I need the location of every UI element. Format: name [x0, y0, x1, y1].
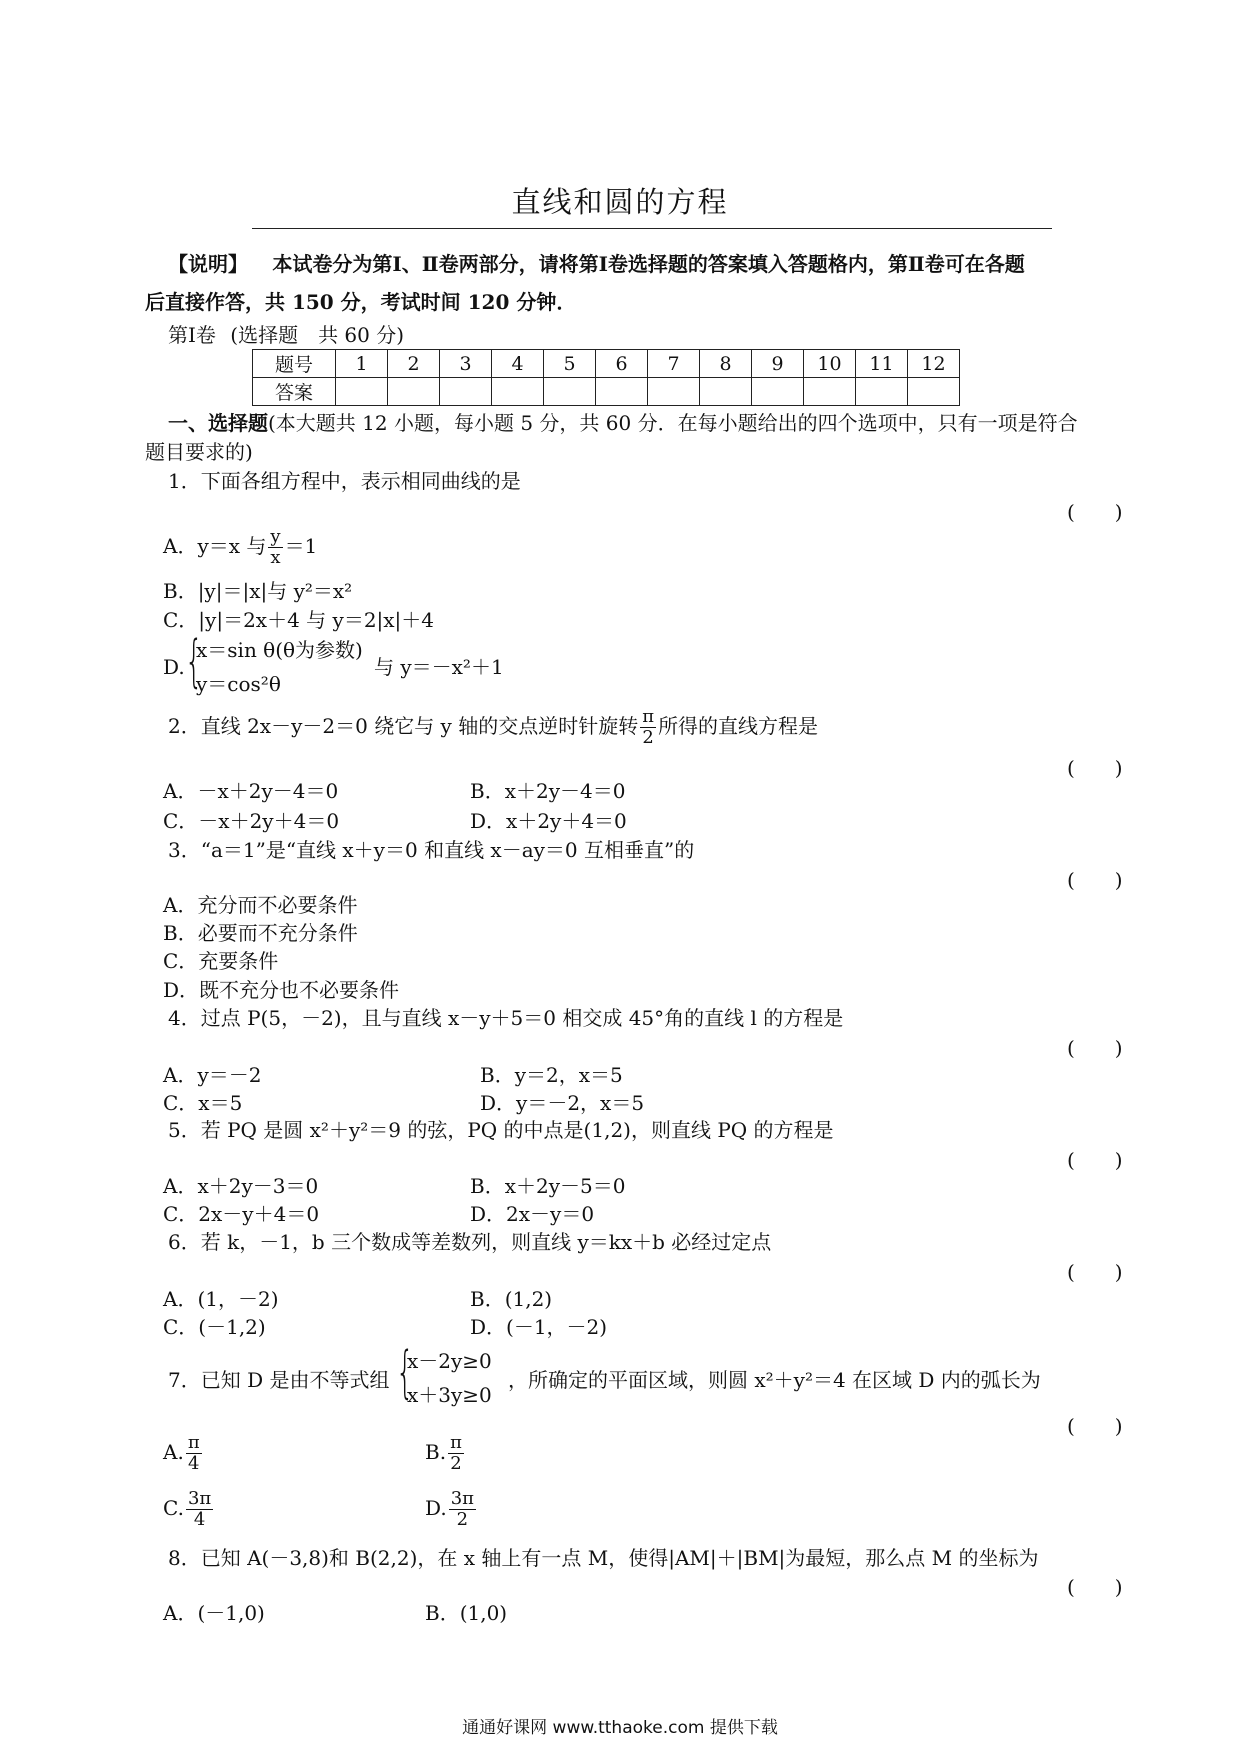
q1-a-post: ＝1 — [284, 534, 318, 558]
question-3-option-a: A．充分而不必要条件 — [163, 893, 358, 917]
question-number-cell: 11 — [856, 350, 908, 378]
answer-table-header-answer: 答案 — [253, 378, 336, 406]
title-divider — [252, 228, 1052, 229]
page-title: 直线和圆的方程 — [511, 185, 729, 219]
answer-table — [252, 349, 960, 406]
answer-cell[interactable] — [336, 378, 388, 406]
question-4-option-c: C．x＝5 — [163, 1091, 243, 1115]
q2-stem-post: 所得的直线方程是 — [658, 714, 819, 738]
question-1-option-d-label: D. — [163, 655, 185, 679]
question-2-option-b: B．x＋2y－4＝0 — [470, 779, 626, 803]
answer-cell[interactable] — [700, 378, 752, 406]
question-7-stem-post: ，所确定的平面区域，则圆 x²＋y²＝4 在区域 D 内的弧长为 — [508, 1368, 1041, 1392]
answer-table-answer-row — [253, 378, 960, 406]
question-number-cell: 7 — [648, 350, 700, 378]
question-7-answer-paren: ( ) — [1067, 1414, 1123, 1438]
intro-text-2: 后直接作答，共 150 分，考试时间 120 分钟． — [145, 290, 577, 314]
answer-cell[interactable] — [804, 378, 856, 406]
question-number-cell: 6 — [596, 350, 648, 378]
answer-cell[interactable] — [856, 378, 908, 406]
question-4-option-b: B．y＝2，x＝5 — [480, 1063, 623, 1087]
question-2-answer-paren: ( ) — [1067, 756, 1123, 780]
q7-d-label: D. — [425, 1496, 447, 1520]
footer-source: 通通好课网 www.tthaoke.com 提供下载 — [462, 1718, 778, 1738]
question-2-option-c: C．－x＋2y＋4＝0 — [163, 809, 340, 833]
q1-a-fraction — [268, 528, 282, 567]
question-8-option-a: A．(－1,0) — [163, 1601, 265, 1625]
question-6-option-d: D．(－1，－2) — [470, 1315, 608, 1339]
question-8-stem: 8．已知 A(－3,8)和 B(2,2)，在 x 轴上有一点 M，使得|AM|＋|BM|为最短，那么点 M 的坐标为 — [168, 1546, 1039, 1570]
q7-c-fraction — [186, 1490, 213, 1529]
q2-stem-pre: 2．直线 2x－y－2＝0 绕它与 y 轴的交点逆时针旋转 — [168, 714, 639, 738]
answer-table-number-row — [253, 350, 960, 378]
question-number-cell: 8 — [700, 350, 752, 378]
question-6-stem: 6．若 k，－1，b 三个数成等差数列，则直线 y＝kx＋b 必经过定点 — [168, 1230, 772, 1254]
intro-text-1: 本试卷分为第Ⅰ、Ⅱ卷两部分，请将第Ⅰ卷选择题的答案填入答题格内，第Ⅱ卷可在各题 — [272, 252, 1025, 276]
intro-label: 【说明】 — [168, 252, 248, 276]
question-number-cell: 9 — [752, 350, 804, 378]
question-7-option-c — [163, 1490, 215, 1529]
q7-a-denominator: 4 — [188, 1453, 200, 1474]
question-7-option-d — [425, 1490, 478, 1529]
q7-b-numerator: π — [450, 1432, 462, 1453]
q7-a-fraction — [186, 1434, 202, 1473]
answer-cell[interactable] — [388, 378, 440, 406]
question-7-option-a — [163, 1434, 204, 1473]
question-number-cell: 4 — [492, 350, 544, 378]
q7-d-numerator: 3π — [450, 1488, 474, 1509]
question-number-cell: 10 — [804, 350, 856, 378]
question-1-option-c: C．|y|＝2x＋4 与 y＝2|x|＋4 — [163, 608, 435, 632]
q7-a-label: A. — [163, 1440, 184, 1464]
question-3-option-b: B．必要而不充分条件 — [163, 921, 358, 945]
question-number-cell: 5 — [544, 350, 596, 378]
question-number-cell: 2 — [388, 350, 440, 378]
question-5-option-d: D．2x－y＝0 — [470, 1202, 595, 1226]
question-8-option-b: B．(1,0) — [425, 1601, 508, 1625]
section-1-header — [168, 320, 404, 350]
part-1-instructions-line-1 — [168, 408, 1078, 438]
question-7-stem-pre: 7．已知 D 是由不等式组 — [168, 1368, 390, 1392]
section-1-note: (选择题 共 60 分) — [230, 323, 405, 347]
answer-cell[interactable] — [648, 378, 700, 406]
q1-a-numerator: y — [270, 526, 281, 547]
q7-b-label: B. — [425, 1440, 447, 1464]
question-1-option-a — [163, 528, 317, 567]
question-6-answer-paren: ( ) — [1067, 1260, 1123, 1284]
q1-a-denominator: x — [270, 547, 281, 568]
question-number-cell: 12 — [908, 350, 960, 378]
part-1-text-1: (本大题共 12 小题，每小题 5 分，共 60 分．在每小题给出的四个选项中，只有一项是符合 — [268, 411, 1078, 435]
q7-b-denominator: 2 — [450, 1453, 462, 1474]
question-5-option-a: A．x＋2y－3＝0 — [163, 1174, 319, 1198]
question-5-answer-paren: ( ) — [1067, 1148, 1123, 1172]
question-1-stem: 1．下面各组方程中，表示相同曲线的是 — [168, 469, 521, 493]
q7-c-numerator: 3π — [187, 1488, 212, 1509]
q7-system-line-2: x＋3y≥0 — [407, 1383, 492, 1407]
question-6-option-b: B．(1,2) — [470, 1287, 553, 1311]
q7-d-denominator: 2 — [456, 1509, 469, 1530]
question-5-option-b: B．x＋2y－5＝0 — [470, 1174, 626, 1198]
question-5-stem: 5．若 PQ 是圆 x²＋y²＝9 的弦，PQ 的中点是(1,2)，则直线 PQ 的方程是 — [168, 1118, 834, 1142]
q7-c-label: C. — [163, 1496, 184, 1520]
q7-b-fraction — [448, 1434, 464, 1473]
question-number-cell: 1 — [336, 350, 388, 378]
q7-c-denominator: 4 — [193, 1509, 206, 1530]
q2-numerator: π — [642, 706, 655, 727]
question-8-answer-paren: ( ) — [1067, 1575, 1123, 1599]
question-4-answer-paren: ( ) — [1067, 1036, 1123, 1060]
q1-a-pre: A．y＝x 与 — [163, 534, 267, 558]
left-brace-icon: { — [185, 629, 203, 694]
answer-cell[interactable] — [492, 378, 544, 406]
question-5-option-c: C．2x－y＋4＝0 — [163, 1202, 320, 1226]
answer-cell[interactable] — [752, 378, 804, 406]
answer-cell[interactable] — [544, 378, 596, 406]
q7-d-fraction — [449, 1490, 476, 1529]
section-1-label: 第Ⅰ卷 — [168, 323, 216, 347]
q7-system-line-1: x－2y≥0 — [407, 1349, 492, 1373]
question-2-stem — [168, 708, 818, 747]
question-6-option-a: A．(1，－2) — [163, 1287, 279, 1311]
q2-stem-fraction — [640, 708, 656, 747]
answer-table-header-number: 题号 — [253, 350, 336, 378]
q1-d-system-line-1: x＝sin θ(θ为参数) — [196, 638, 363, 662]
q1-d-system-line-2: y＝cos²θ — [196, 672, 281, 696]
part-1-text-2: 题目要求的) — [145, 440, 253, 464]
question-4-stem: 4．过点 P(5，－2)，且与直线 x－y＋5＝0 相交成 45°角的直线 l 的方程是 — [168, 1006, 844, 1030]
question-6-option-c: C．(－1,2) — [163, 1315, 266, 1339]
q2-denominator: 2 — [642, 727, 654, 748]
answer-cell[interactable] — [596, 378, 648, 406]
intro-line-1 — [168, 249, 1025, 279]
question-4-option-a: A．y＝－2 — [163, 1063, 262, 1087]
question-2-option-a: A．－x＋2y－4＝0 — [163, 779, 339, 803]
answer-cell[interactable] — [908, 378, 960, 406]
part-1-heading: 一、选择题 — [168, 411, 268, 435]
question-3-option-c: C．充要条件 — [163, 949, 279, 973]
question-7-option-b — [425, 1434, 466, 1473]
question-3-stem: 3．“a＝1”是“直线 x＋y＝0 和直线 x－ay＝0 互相垂直”的 — [168, 838, 695, 862]
question-number-cell: 3 — [440, 350, 492, 378]
q7-a-numerator: π — [187, 1432, 200, 1453]
question-1-answer-paren: ( ) — [1067, 500, 1123, 524]
left-brace-icon: { — [396, 1340, 414, 1405]
question-1-option-b: B．|y|＝|x|与 y²＝x² — [163, 579, 353, 603]
q1-d-post: 与 y＝－x²＋1 — [374, 655, 504, 679]
question-2-option-d: D．x＋2y＋4＝0 — [470, 809, 627, 833]
question-3-option-d: D．既不充分也不必要条件 — [163, 978, 400, 1002]
answer-cell[interactable] — [440, 378, 492, 406]
question-3-answer-paren: ( ) — [1067, 868, 1123, 892]
question-4-option-d: D．y＝－2，x＝5 — [480, 1091, 645, 1115]
